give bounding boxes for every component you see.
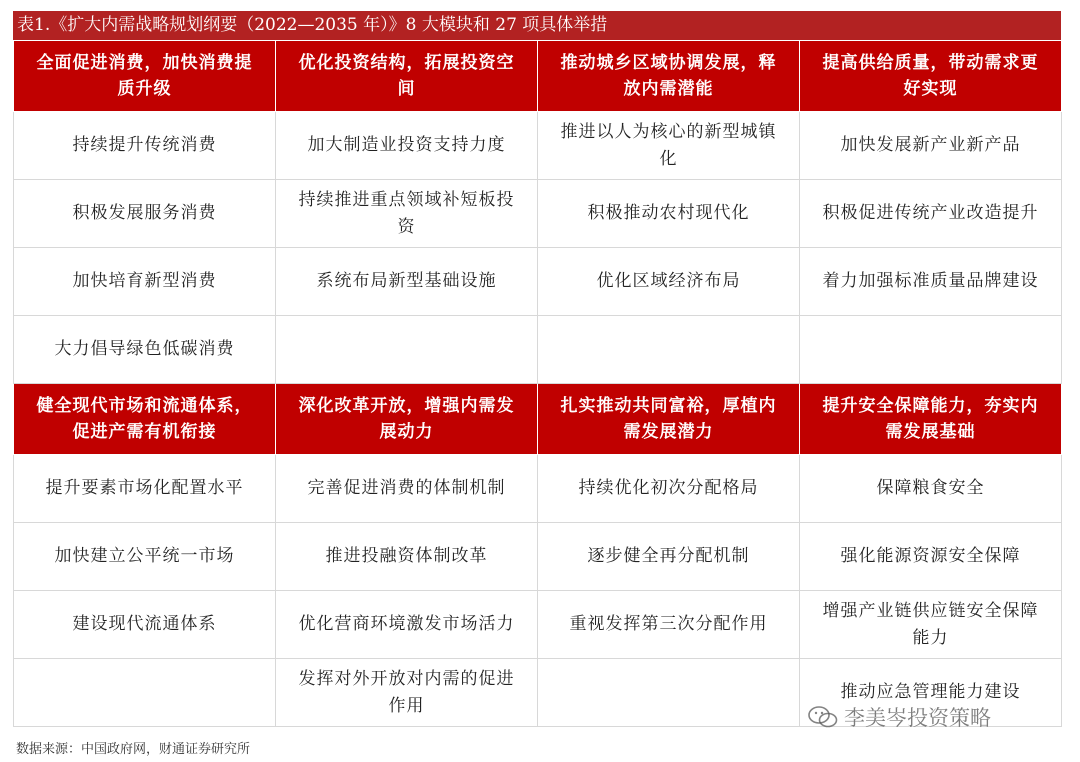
measure-cell <box>276 316 538 384</box>
measure-cell <box>538 316 800 384</box>
measure-cell: 持续推进重点领域补短板投资 <box>276 180 538 248</box>
measure-cell: 着力加强标准质量品牌建设 <box>800 248 1062 316</box>
watermark <box>808 700 1058 734</box>
data-source-note: 数据来源：中国政府网，财通证券研究所 <box>16 742 251 757</box>
module-header: 优化投资结构，拓展投资空间 <box>276 41 538 112</box>
measure-cell: 发挥对外开放对内需的促进作用 <box>276 659 538 727</box>
measure-cell: 逐步健全再分配机制 <box>538 523 800 591</box>
measure-cell: 积极推动农村现代化 <box>538 180 800 248</box>
measure-cell: 加快建立公平统一市场 <box>14 523 276 591</box>
measure-cell: 加大制造业投资支持力度 <box>276 112 538 180</box>
measure-cell: 加快培育新型消费 <box>14 248 276 316</box>
table-row <box>14 591 1062 659</box>
measure-cell: 持续提升传统消费 <box>14 112 276 180</box>
measure-cell: 系统布局新型基础设施 <box>276 248 538 316</box>
table-row <box>14 180 1062 248</box>
wechat-icon <box>808 705 838 729</box>
measure-cell: 增强产业链供应链安全保障能力 <box>800 591 1062 659</box>
module-header: 推动城乡区域协调发展，释放内需潜能 <box>538 41 800 112</box>
module-header: 提升安全保障能力，夯实内需发展基础 <box>800 384 1062 455</box>
measure-cell <box>14 659 276 727</box>
measure-cell: 完善促进消费的体制机制 <box>276 455 538 523</box>
table-row <box>14 112 1062 180</box>
measures-table <box>13 40 1062 727</box>
measure-cell: 积极促进传统产业改造提升 <box>800 180 1062 248</box>
measure-cell <box>800 316 1062 384</box>
measure-cell: 建设现代流通体系 <box>14 591 276 659</box>
section1-header-row <box>14 41 1062 112</box>
measure-cell: 大力倡导绿色低碳消费 <box>14 316 276 384</box>
table-row <box>14 455 1062 523</box>
watermark-text: 李美岑投资策略 <box>844 706 991 730</box>
measure-cell: 强化能源资源安全保障 <box>800 523 1062 591</box>
module-header: 深化改革开放，增强内需发展动力 <box>276 384 538 455</box>
measure-cell: 加快发展新产业新产品 <box>800 112 1062 180</box>
measure-cell: 优化营商环境激发市场活力 <box>276 591 538 659</box>
module-header: 提高供给质量，带动需求更好实现 <box>800 41 1062 112</box>
module-header: 健全现代市场和流通体系，促进产需有机衔接 <box>14 384 276 455</box>
measure-cell: 持续优化初次分配格局 <box>538 455 800 523</box>
measure-cell <box>538 659 800 727</box>
measure-cell: 积极发展服务消费 <box>14 180 276 248</box>
measure-cell: 推进以人为核心的新型城镇化 <box>538 112 800 180</box>
measure-cell: 推进投融资体制改革 <box>276 523 538 591</box>
section2-header-row <box>14 384 1062 455</box>
module-header: 扎实推动共同富裕，厚植内需发展潜力 <box>538 384 800 455</box>
measure-cell: 重视发挥第三次分配作用 <box>538 591 800 659</box>
table-title: 表1.《扩大内需战略规划纲要（2022—2035 年）》8 大模块和 27 项具体举措 <box>13 11 1061 40</box>
measure-cell: 保障粮食安全 <box>800 455 1062 523</box>
table-row <box>14 248 1062 316</box>
measure-cell: 优化区域经济布局 <box>538 248 800 316</box>
table-row <box>14 523 1062 591</box>
table-row <box>14 316 1062 384</box>
measure-cell: 提升要素市场化配置水平 <box>14 455 276 523</box>
module-header: 全面促进消费，加快消费提质升级 <box>14 41 276 112</box>
measure-cell: 推动应急管理能力建设 <box>800 659 1062 727</box>
